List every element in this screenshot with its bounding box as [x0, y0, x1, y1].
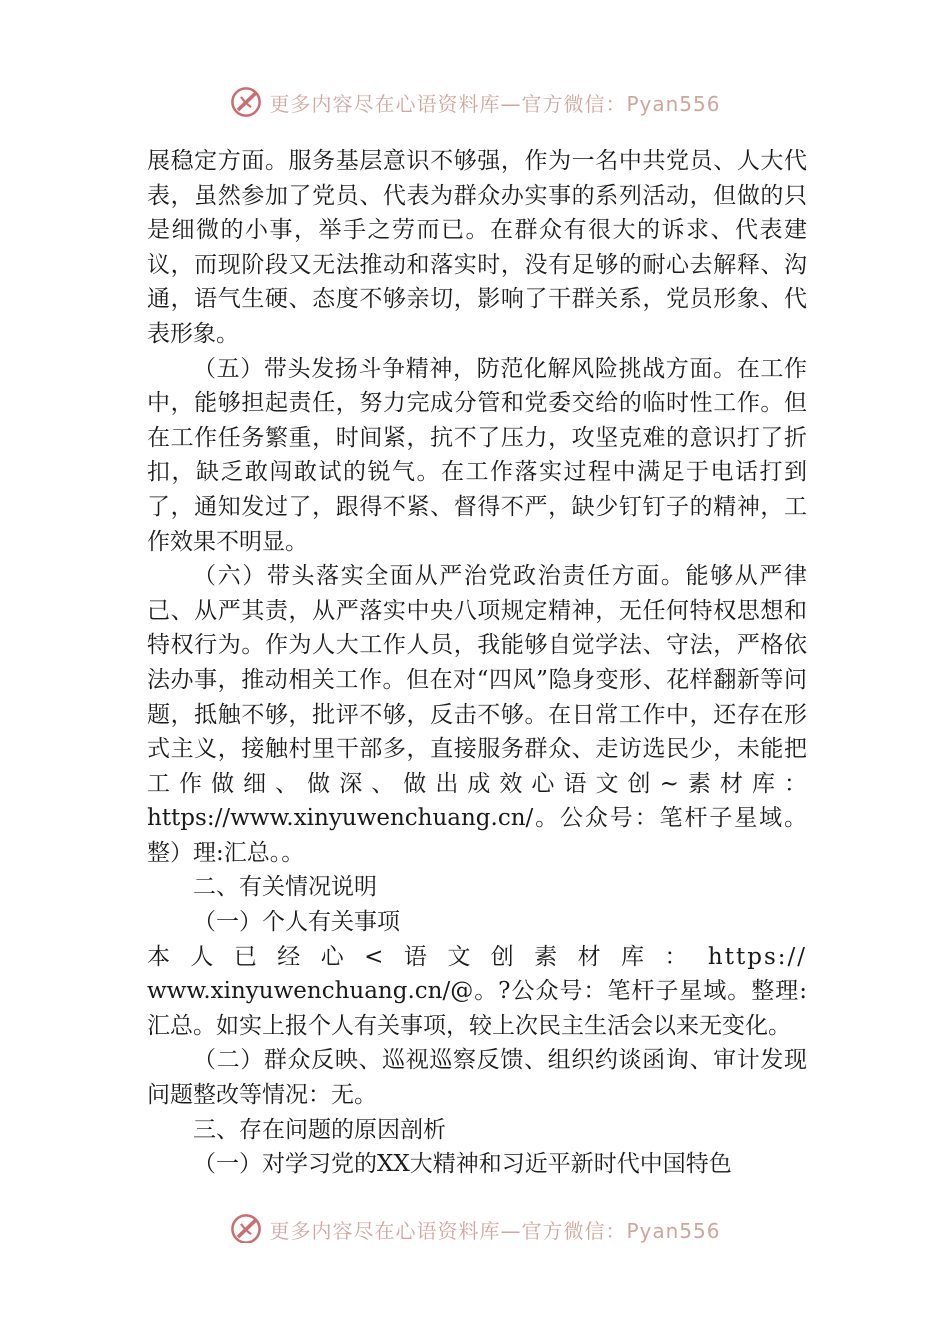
header-banner: [0, 82, 950, 122]
banner-text: 更多内容尽在心语资料库—官方微信：Pyan556: [269, 1218, 721, 1243]
paragraph: 展稳定方面。服务基层意识不够强，作为一名中共党员、人大代表，虽然参加了党员、代表为群众办实事的系列活动，但做的只是细微的小事，举手之劳而已。在群众有很大的诉求、代表建议，而现阶段又无法推动和落实时，没有足够的耐心去解释、沟通，语气生硬、态度不够亲切，影响了干群关系，党员形象、代表形象。: [147, 148, 807, 347]
section-heading: 二、有关情况说明: [193, 874, 377, 901]
footer-banner: [0, 1203, 950, 1243]
paragraph: www.xinyuwenchuang.cn/@。?公众号：笔杆子星域。整理:汇总。如实上报个人有关事项，较上次民主生活会以来无变化。: [147, 978, 807, 1039]
paragraph: （二）群众反映、巡视巡察反馈、组织约谈函询、审计发现问题整改等情况：无。: [147, 1047, 807, 1109]
brand-logo-icon: [229, 1212, 263, 1243]
banner-text: 更多内容尽在心语资料库—官方微信：Pyan556: [269, 91, 721, 116]
brand-logo-icon: [229, 85, 263, 119]
paragraph-first-line: 本人已经心<语文创素材库：https://: [147, 943, 807, 970]
document-body: [147, 144, 807, 1182]
paragraph: （六）带头落实全面从严治党政治责任方面。能够从严律己、从严其责，从严落实中央八项规定精神，无任何特权思想和特权行为。作为人大工作人员，我能够自觉学法、守法，严格依法办事，推动相关工作。但在对“四风”隐身变形、花样翻新等问题，抵触不够，批评不够，反击不够。在日常工作中，还存在形式主义，接触村里干部多，直接服务群众、走访选民少，未能把工作做细、做深、做出成效心语文创~素材库：https://www.xinyuwenchuang.cn/。公众号：笔杆子星域。整）理:汇总。。: [147, 563, 807, 866]
section-heading: 三、存在问题的原因剖析: [193, 1116, 446, 1143]
paragraph: （一）个人有关事项: [193, 909, 400, 936]
paragraph: （五）带头发扬斗争精神，防范化解风险挑战方面。在工作中，能够担起责任，努力完成分管和党委交给的临时性工作。但在工作任务繁重，时间紧，抗不了压力，攻坚克难的意识打了折扣，缺乏敢闯敢试的锐气。在工作落实过程中满足于电话打到了，通知发过了，跟得不紧、督得不严，缺少钉钉子的精神，工作效果不明显。: [147, 355, 807, 555]
paragraph: （一）对学习党的XX大精神和习近平新时代中国特色: [193, 1151, 732, 1178]
